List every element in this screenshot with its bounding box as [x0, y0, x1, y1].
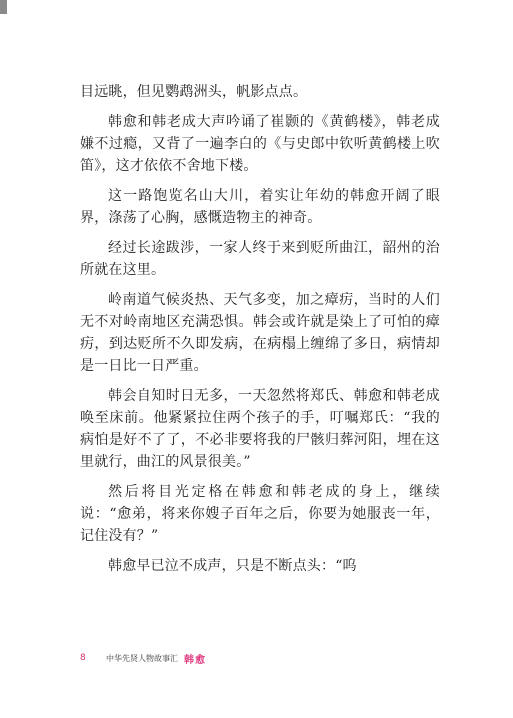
series-name: 中华先贤人物故事汇	[106, 653, 178, 663]
paragraph: 经过长途跋涉，一家人终于来到贬所曲江，韶州的治所就在这里。	[80, 240, 440, 278]
corner-mark	[0, 0, 7, 14]
paragraph: 岭南道气候炎热、天气多变，加之瘴疠，当时的人们无不对岭南地区充满恐惧。韩会或许就是染上了可怕的瘴疠，到达贬所不久即发病，在病榻上缠绵了多日，病情却是一日比一日严重。	[80, 292, 440, 374]
page-footer	[80, 650, 206, 666]
page-body	[80, 81, 440, 577]
paragraph: 韩会自知时日无多，一天忽然将郑氏、韩愈和韩老成唤至床前。他紧紧拉住两个孩子的手，叮嘱郑氏：“我的病怕是好不了了，不必非要将我的尸骸归葬河阳，埋在这里就行，曲江的风景很美。”	[80, 388, 440, 470]
paragraph: 这一路饱览名山大川，着实让年幼的韩愈开阔了眼界，涤荡了心胸，感慨造物主的神奇。	[80, 188, 440, 226]
book-title: 韩愈	[184, 654, 206, 666]
paragraph: 韩愈早已泣不成声，只是不断点头：“呜	[108, 558, 357, 574]
paragraph: 目远眺，但见鹦鹉洲头，帆影点点。	[80, 84, 308, 100]
paragraph: 韩愈和韩老成大声吟诵了崔颢的《黄鹤楼》，韩老成嫌不过瘾，又背了一遍李白的《与史郎中钦听黄鹤楼上吹笛》，这才依依不舍地下楼。	[80, 114, 440, 174]
page-number: 8	[80, 653, 86, 663]
paragraph: 然后将目光定格在韩愈和韩老成的身上，继续说：“愈弟，将来你嫂子百年之后，你要为她服丧一年，记住没有？”	[80, 484, 440, 544]
